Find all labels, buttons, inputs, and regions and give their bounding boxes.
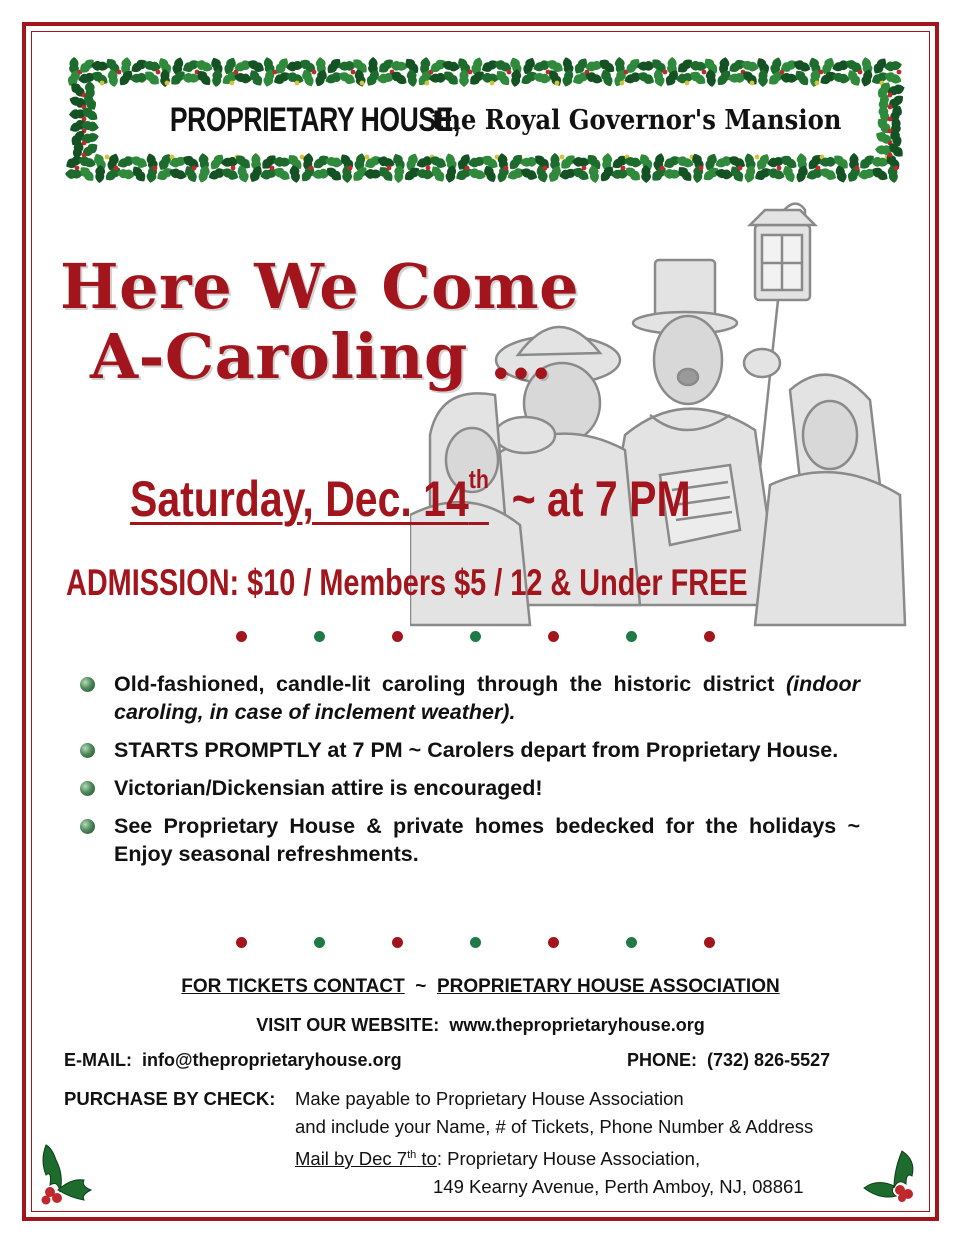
mail-address: 149 Kearny Avenue, Perth Amboy, NJ, 08861	[433, 1176, 804, 1198]
list-item	[80, 812, 860, 868]
list-item-text: See Proprietary House & private homes bedecked for the holidays ~ Enjoy seasonal refreshments.	[114, 814, 860, 866]
holly-berry	[702, 70, 707, 75]
mail-to: to	[416, 1148, 437, 1170]
holly-berry	[75, 166, 80, 171]
holly-berry	[114, 166, 119, 171]
holly-berry	[465, 166, 470, 171]
holly-berry	[348, 166, 353, 171]
holly-berry	[582, 166, 587, 171]
holly-berry	[894, 166, 899, 171]
holly-leaf	[65, 169, 83, 179]
holly-berry	[156, 70, 161, 75]
holly-berry	[426, 166, 431, 171]
divider-dot	[626, 937, 637, 948]
purchase-label: PURCHASE BY CHECK:	[64, 1088, 276, 1109]
divider-dot	[314, 631, 325, 642]
feature-list	[80, 670, 860, 878]
holly-berry	[777, 166, 782, 171]
event-date	[130, 464, 691, 528]
holly-berry	[270, 166, 275, 171]
holly-berry	[351, 70, 356, 75]
holly-berry	[100, 81, 105, 86]
tickets-separator: ~	[415, 976, 427, 997]
mail-org: : Proprietary House Association,	[436, 1148, 701, 1170]
divider-dot	[548, 937, 559, 948]
holly-berry	[750, 81, 755, 86]
holly-berry	[387, 166, 392, 171]
holly-berry	[365, 155, 370, 160]
holly-berry	[858, 70, 863, 75]
holly-berry	[543, 166, 548, 171]
list-item-text: Victorian/Dickensian attire is encouraged!	[114, 776, 543, 800]
event-time: ~ at 7 PM	[511, 471, 691, 527]
purchase-mail-line	[295, 1141, 813, 1173]
divider-dot	[392, 937, 403, 948]
holly-berry	[555, 81, 560, 86]
holly-leaf	[743, 164, 757, 184]
website-label: VISIT OUR WEBSITE:	[256, 1015, 440, 1035]
phone-row	[627, 1050, 830, 1071]
holly-berry	[153, 166, 158, 171]
holly-berry	[105, 155, 110, 160]
holly-berry	[888, 153, 893, 158]
headline-line-2: A-Caroling …	[90, 320, 553, 393]
banner-title	[100, 89, 874, 151]
holly-leaf	[561, 68, 575, 88]
headline	[60, 252, 579, 392]
holly-berry	[117, 70, 122, 75]
holly-berry	[165, 81, 170, 86]
phone-label: PHONE:	[627, 1050, 698, 1070]
holly-leaf	[196, 164, 211, 184]
holly-berry	[855, 166, 860, 171]
holly-icon-right	[862, 1148, 922, 1203]
bullet-icon	[80, 781, 95, 796]
list-item	[80, 774, 860, 802]
holly-berry	[490, 81, 495, 86]
bullet-icon	[80, 677, 95, 692]
holly-berry	[897, 70, 902, 75]
list-item-text: Old-fashioned, candle-lit caroling through the historic district	[114, 672, 775, 696]
divider-dots-bottom	[236, 937, 716, 949]
holly-banner	[64, 52, 910, 188]
holly-berry	[621, 166, 626, 171]
holly-berry	[507, 70, 512, 75]
holly-berry	[888, 117, 893, 122]
divider-dot	[236, 937, 247, 948]
divider-dot	[548, 631, 559, 642]
org-name: PROPRIETARY HOUSE,	[169, 100, 460, 139]
purchase-details	[295, 1085, 813, 1201]
divider-dot	[236, 631, 247, 642]
holly-berry	[620, 81, 625, 86]
event-day-suffix: th	[468, 464, 489, 494]
divider-dot	[314, 937, 325, 948]
holly-berry	[504, 166, 509, 171]
bullet-icon	[80, 743, 95, 758]
holly-berry	[755, 155, 760, 160]
divider-dot	[704, 937, 715, 948]
holly-leaf	[794, 164, 810, 184]
divider-dot	[704, 631, 715, 642]
mail-label: Mail by Dec 7	[295, 1148, 408, 1170]
holly-berry	[82, 153, 87, 158]
admission-line: ADMISSION: $10 / Members $5 / 12 & Under FREE	[66, 562, 748, 603]
holly-berry	[663, 70, 668, 75]
holly-berry	[425, 81, 430, 86]
event-day: Saturday, Dec. 14	[130, 471, 469, 527]
holly-berry	[699, 166, 704, 171]
holly-berry	[295, 81, 300, 86]
holly-icon-left	[36, 1140, 96, 1205]
list-item-note: (indoor caroling, in case of inclement weather).	[114, 672, 860, 724]
holly-berry	[468, 70, 473, 75]
email-label: E-MAIL:	[64, 1050, 132, 1070]
divider-dot	[470, 631, 481, 642]
list-item	[80, 736, 860, 764]
bullet-icon	[80, 819, 95, 834]
website-link[interactable]: www.theproprietaryhouse.org	[449, 1015, 705, 1035]
holly-berry	[888, 93, 893, 98]
holly-berry	[685, 81, 690, 86]
purchase-line-2: and include your Name, # of Tickets, Phone Number & Address	[295, 1116, 814, 1137]
event-date-underlined	[130, 464, 489, 527]
list-item	[80, 670, 860, 726]
divider-dot	[470, 937, 481, 948]
holly-berry	[309, 166, 314, 171]
holly-berry	[231, 166, 236, 171]
holly-berry	[815, 81, 820, 86]
holly-berry	[230, 81, 235, 86]
holly-berry	[660, 166, 665, 171]
tickets-org: PROPRIETARY HOUSE ASSOCIATION	[436, 976, 780, 997]
holly-berry	[888, 105, 893, 110]
holly-leaf	[364, 169, 382, 179]
org-subtitle: the Royal Governor's Mansion	[431, 104, 841, 136]
purchase-line-1: Make payable to Proprietary House Association	[295, 1088, 684, 1109]
holly-berry	[192, 166, 197, 171]
email-link[interactable]: info@theproprietaryhouse.org	[142, 1050, 402, 1070]
divider-dot	[392, 631, 403, 642]
email-row	[64, 1050, 402, 1071]
tickets-label: FOR TICKETS CONTACT	[181, 976, 405, 997]
holly-berry	[816, 166, 821, 171]
divider-dot	[626, 631, 637, 642]
headline-line-1: Here We Come	[60, 250, 580, 323]
holly-berry	[312, 70, 317, 75]
website-row	[0, 1015, 961, 1036]
tickets-contact	[0, 976, 961, 998]
list-item-text: STARTS PROMPTLY at 7 PM ~ Carolers depart from Proprietary House.	[114, 738, 839, 762]
holly-berry	[360, 81, 365, 86]
mail-by-date	[295, 1148, 437, 1169]
phone-number: (732) 826-5527	[707, 1050, 831, 1070]
holly-berry	[738, 166, 743, 171]
holly-leaf	[495, 164, 511, 184]
holly-berry	[560, 155, 565, 160]
divider-dots-top	[236, 631, 716, 643]
mail-suffix: th	[407, 1149, 417, 1161]
